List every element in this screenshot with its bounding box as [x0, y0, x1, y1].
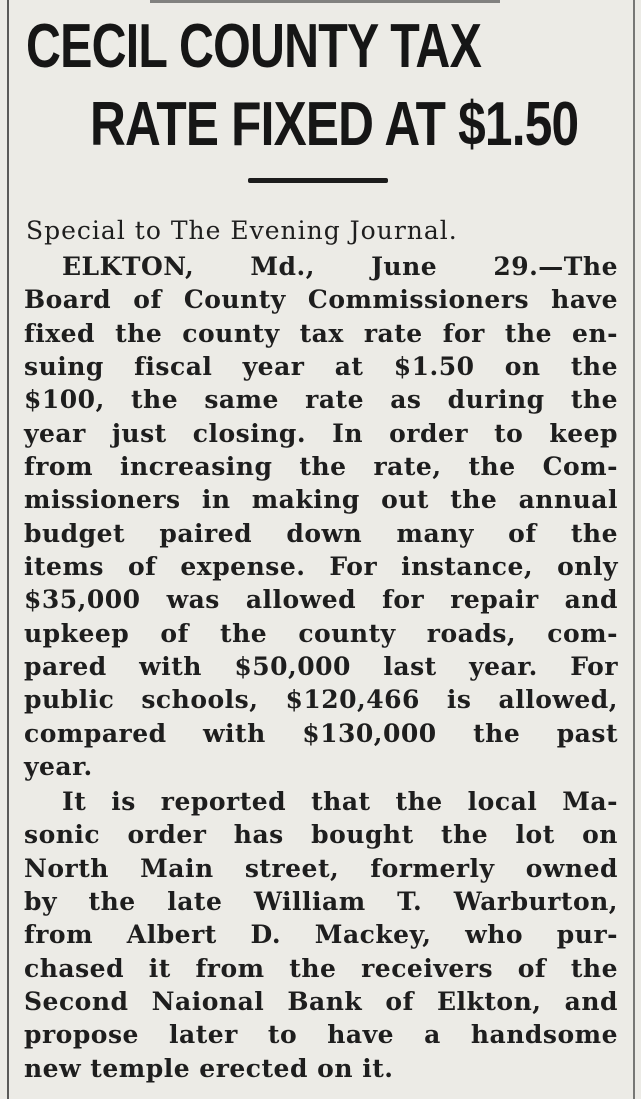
body-line: ELKTON, Md., June 29.—The: [62, 252, 618, 281]
body-line: propose later to have a handsome: [24, 1020, 618, 1049]
headline-line-2: RATE FIXED AT $1.50: [90, 90, 579, 159]
column-rule-left: [7, 0, 9, 1099]
body-line: year just closing. In order to keep: [24, 419, 618, 448]
body-line: compared with $130,000 the past: [24, 719, 618, 748]
body-line: pared with $50,000 last year. For: [24, 652, 618, 681]
body-line: upkeep of the county roads, com-: [24, 619, 618, 648]
body-line: It is reported that the local Ma-: [62, 787, 618, 816]
body-line: $35,000 was allowed for repair and: [24, 585, 618, 614]
body-line: budget paired down many of the: [24, 519, 618, 548]
column-rule-right: [633, 0, 635, 1099]
body-line: by the late William T. Warburton,: [24, 887, 618, 916]
body-line: North Main street, formerly owned: [24, 854, 618, 883]
body-line: Board of County Commissioners have: [24, 285, 618, 314]
body-line: year.: [24, 752, 93, 781]
body-line: Second Naional Bank of Elkton, and: [24, 987, 618, 1016]
body-line: from increasing the rate, the Com-: [24, 452, 618, 481]
body-line: missioners in making out the annual: [24, 485, 618, 514]
headline-line-1: CECIL COUNTY TAX: [26, 12, 482, 81]
body-line: sonic order has bought the lot on: [24, 820, 618, 849]
body-line: chased it from the receivers of the: [24, 954, 618, 983]
body-line: items of expense. For instance, only: [24, 552, 618, 581]
body-line: from Albert D. Mackey, who pur-: [24, 920, 618, 949]
top-rule: [150, 0, 500, 3]
headline-separator: [248, 178, 388, 183]
body-line: suing fiscal year at $1.50 on the: [24, 352, 618, 381]
body-line: fixed the county tax rate for the en-: [24, 319, 618, 348]
byline: Special to The Evening Journal.: [26, 216, 458, 245]
body-line: new temple erected on it.: [24, 1054, 394, 1083]
body-line: $100, the same rate as during the: [24, 385, 618, 414]
body-line: public schools, $120,466 is allowed,: [24, 685, 618, 714]
